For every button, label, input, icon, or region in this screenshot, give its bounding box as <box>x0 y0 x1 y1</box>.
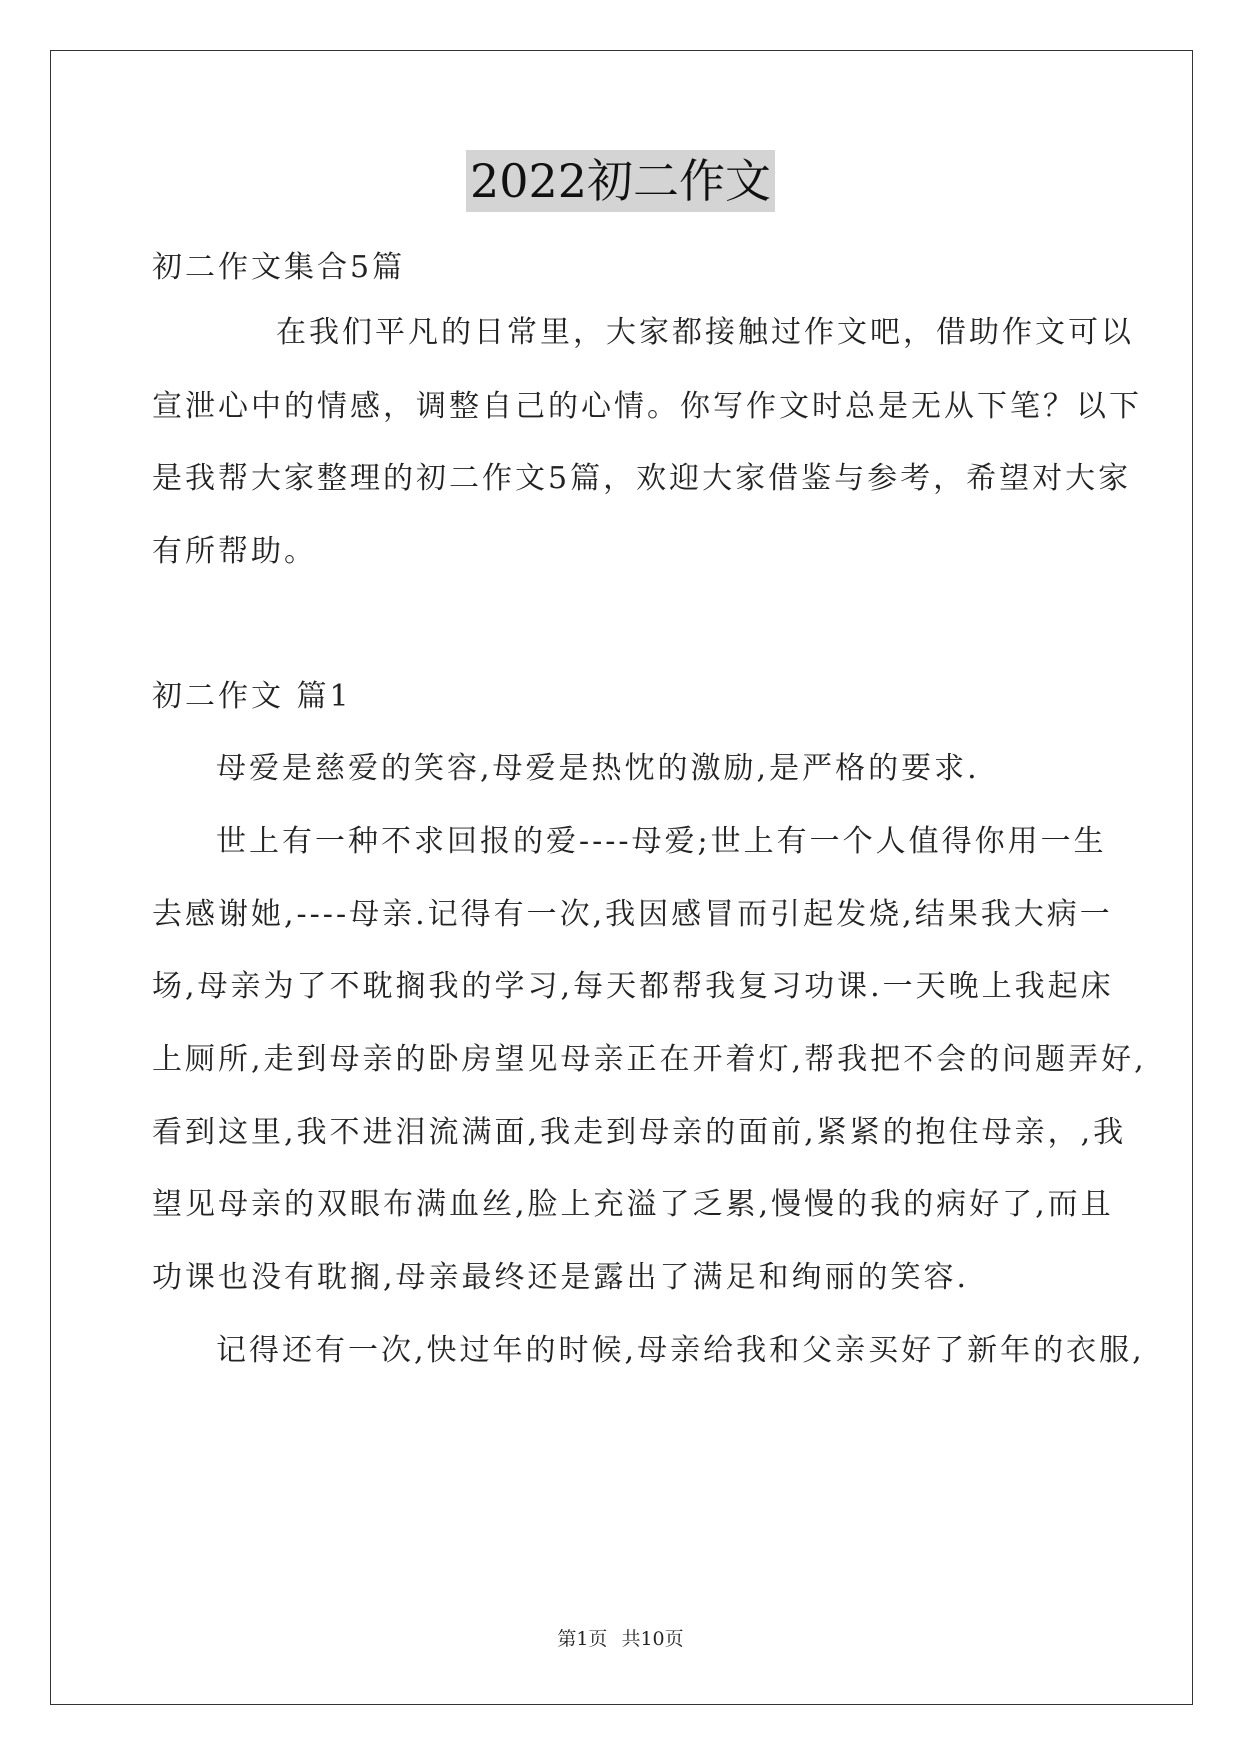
intro-line: 在我们平凡的日常里，大家都接触过作文吧，借助作文可以 <box>276 315 1134 350</box>
document-title: 2022初二作文 <box>466 150 775 212</box>
intro-line: 是我帮大家整理的初二作文5篇，欢迎大家借鉴与参考，希望对大家 <box>152 461 1132 496</box>
page-total: 共10页 <box>621 1628 684 1650</box>
intro-line: 有所帮助。 <box>152 534 317 569</box>
body-line: 望见母亲的双眼布满血丝,脸上充溢了乏累,慢慢的我的病好了,而且 <box>152 1187 1114 1222</box>
body-line: 记得还有一次,快过年的时候,母亲给我和父亲买好了新年的衣服, <box>216 1333 1145 1368</box>
body-line: 母爱是慈爱的笑容,母爱是热忱的激励,是严格的要求. <box>216 751 980 786</box>
page-number: 第1页 <box>557 1628 608 1650</box>
body-line: 看到这里,我不进泪流满面,我走到母亲的面前,紧紧的抱住母亲，,我 <box>152 1115 1127 1150</box>
body-line: 场,母亲为了不耽搁我的学习,每天都帮我复习功课.一天晚上我起床 <box>152 969 1114 1004</box>
document-subtitle: 初二作文集合5篇 <box>152 250 406 285</box>
body-line: 去感谢她,----母亲.记得有一次,我因感冒而引起发烧,结果我大病一 <box>152 897 1113 932</box>
section-heading: 初二作文 篇1 <box>152 679 352 714</box>
body-line: 上厕所,走到母亲的卧房望见母亲正在开着灯,帮我把不会的问题弄好, <box>152 1042 1147 1077</box>
body-line: 世上有一种不求回报的爱----母爱;世上有一个人值得你用一生 <box>216 824 1107 859</box>
page-footer <box>0 1627 1241 1651</box>
intro-line: 宣泄心中的情感，调整自己的心情。你写作文时总是无从下笔？以下 <box>152 389 1142 424</box>
title-container <box>0 150 1241 212</box>
body-line: 功课也没有耽搁,母亲最终还是露出了满足和绚丽的笑容. <box>152 1260 970 1295</box>
page-border <box>50 50 1193 1705</box>
